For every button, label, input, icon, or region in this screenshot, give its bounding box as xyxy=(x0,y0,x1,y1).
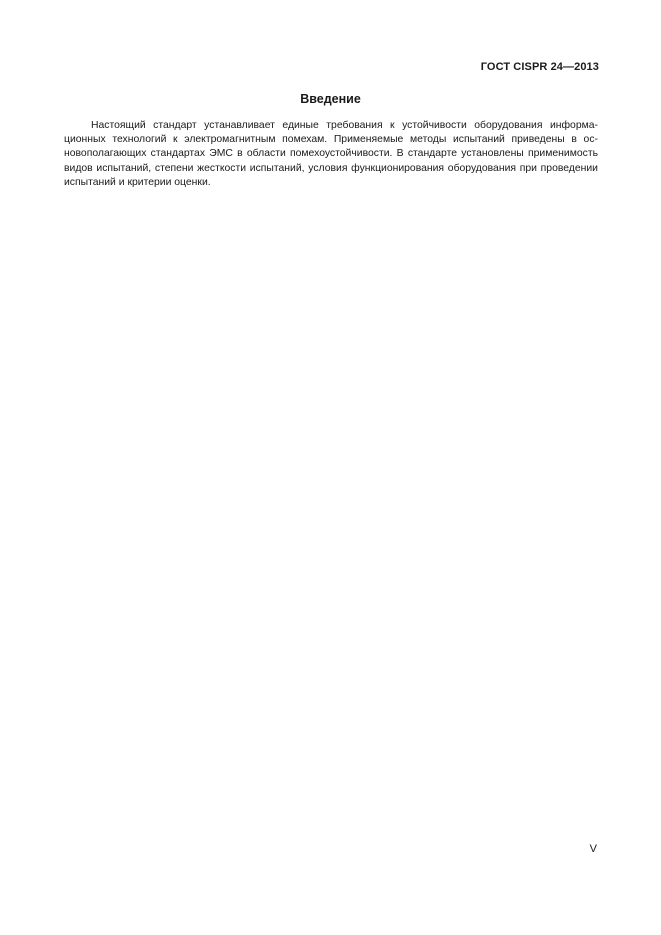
page-number: V xyxy=(589,843,597,855)
introduction-paragraph: Настоящий стандарт устанавливает единые требования к устойчивости оборудования информационных технологий к электромагнитным помехам. Применяемые методы испытаний приведены в основополагающих стандартах ЭМС в области помехоустойчивости. В стандарте установлены применимость видов испытаний, степени жесткости испытаний, условия функционирования оборудования при проведении испытаний и критерии оценки. xyxy=(64,120,598,188)
section-title: Введение xyxy=(300,92,361,106)
document-code: ГОСТ CISPR 24—2013 xyxy=(480,61,599,73)
